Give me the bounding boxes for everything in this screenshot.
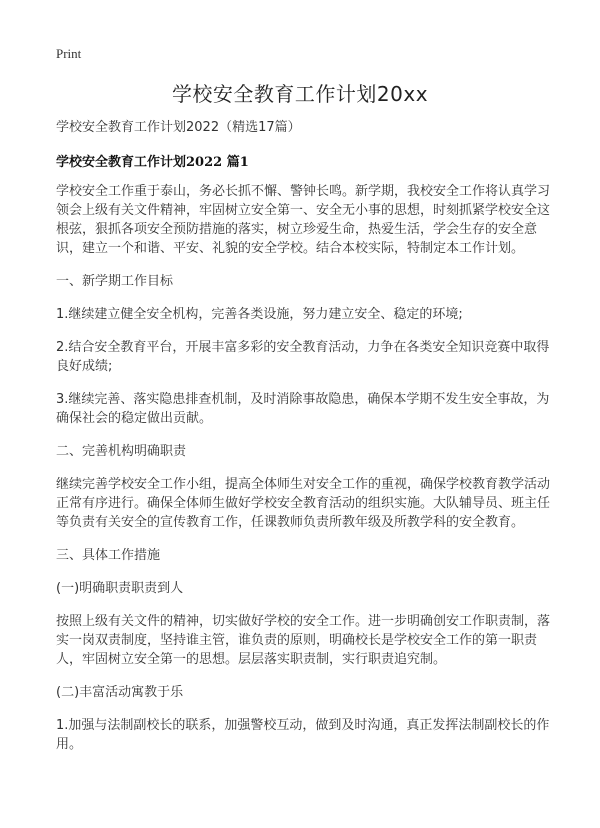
paragraph-goal-2: 2.结合安全教育平台，开展丰富多彩的安全教育活动，力争在各类安全知识竞赛中取得良好成绩; — [56, 340, 550, 374]
document-title: 学校安全教育工作计划20xx — [171, 82, 429, 106]
heading-goals: 一、新学期工作目标 — [56, 274, 174, 289]
paragraph-responsibility: 按照上级有关文件的精神，切实做好学校的安全工作。进一步明确创安工作职责制，落实一岗双责制度，坚持谁主管，谁负责的原则，明确校长是学校安全工作的第一职责人，牢固树立安全第一的思想。层层落实职责制，实行职责追究制。 — [56, 614, 551, 667]
subheading-activities: (二)丰富活动寓教于乐 — [56, 685, 184, 700]
paragraph-organization: 继续完善学校安全工作小组，提高全体师生对安全工作的重视，确保学校教育教学活动正常有序进行。确保全体师生做好学校安全教育活动的组织实施。大队辅导员、班主任等负责有关安全的宣传教育工作，任课教师负责所教年级及所教学科的安全教育。 — [56, 477, 551, 530]
document-subtitle: 学校安全教育工作计划2022（精选17篇） — [56, 120, 301, 135]
section-heading: 学校安全教育工作计划2022 篇1 — [56, 155, 249, 170]
heading-measures: 三、具体工作措施 — [56, 548, 161, 563]
subheading-responsibility: (一)明确职责职责到人 — [56, 581, 184, 596]
print-link[interactable]: Print — [56, 46, 82, 61]
paragraph-intro: 学校安全工作重于泰山，务必长抓不懈、警钟长鸣。新学期，我校安全工作将认真学习领会上级有关文件精神，牢固树立安全第一、安全无小事的思想，时刻抓紧学校安全这根弦，狠抓各项安全预防措施的落实，树立珍爱生命，热爱生活，学会生存的安全意识，建立一个和谐、平安、礼貌的安全学校。结合本校实际，特制定本工作计划。 — [56, 184, 551, 256]
paragraph-goal-3: 3.继续完善、落实隐患排查机制，及时消除事故隐患，确保本学期不发生安全事故，为确保社会的稳定做出贡献。 — [56, 392, 550, 426]
paragraph-goal-1: 1.继续建立健全安全机构，完善各类设施，努力建立安全、稳定的环境; — [56, 307, 463, 322]
document-body — [56, 118, 554, 768]
paragraph-activity-1: 1.加强与法制副校长的联系，加强警校互动，做到及时沟通，真正发挥法制副校长的作用。 — [56, 718, 550, 752]
heading-organization: 二、完善机构明确职责 — [56, 444, 187, 459]
